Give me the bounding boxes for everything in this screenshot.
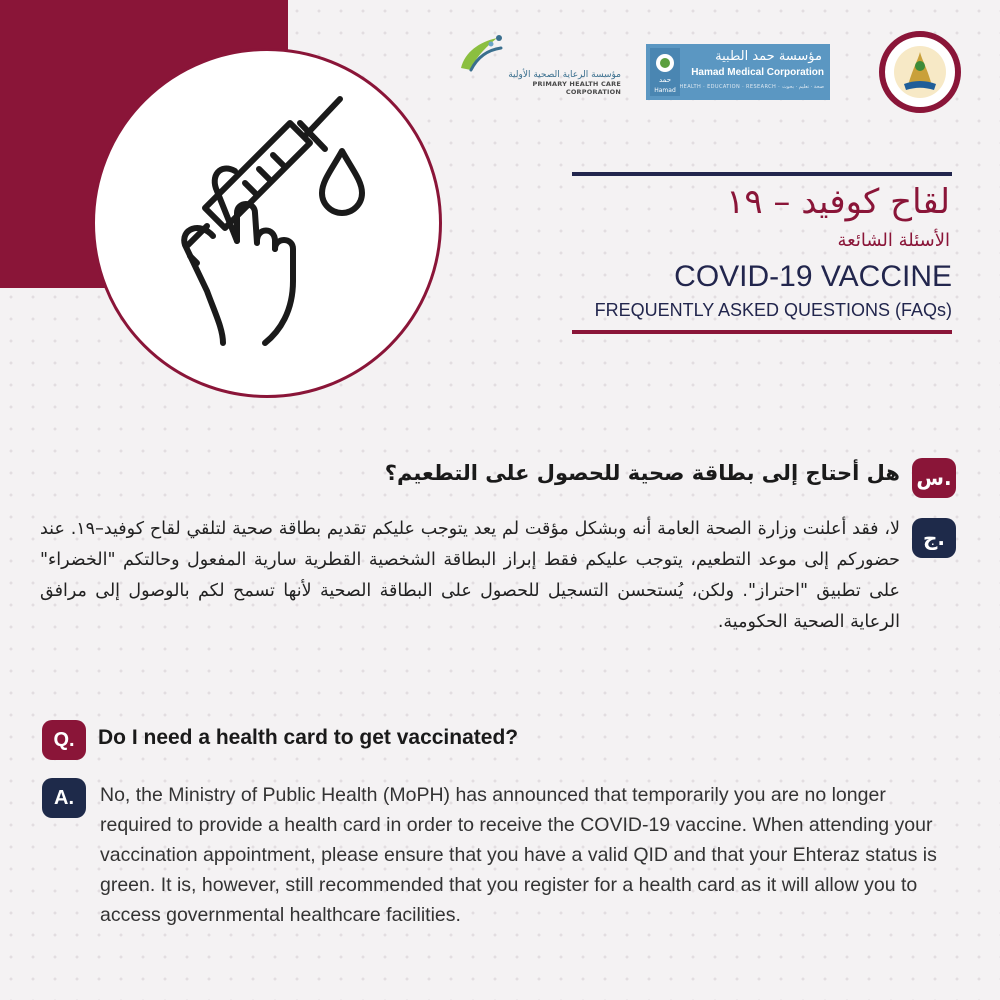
question-badge-english: Q. bbox=[42, 720, 86, 760]
question-english: Do I need a health card to get vaccinated? bbox=[98, 726, 519, 749]
vaccine-illustration bbox=[92, 48, 442, 398]
hmc-name-en: Hamad Medical Corporation bbox=[691, 67, 824, 78]
hmc-name-ar: مؤسسة حمد الطبية bbox=[715, 49, 822, 64]
hmc-box-ar: حمد bbox=[658, 76, 672, 84]
hmc-box-en: Hamad bbox=[654, 87, 676, 94]
question-arabic: هل أحتاج إلى بطاقة صحية للحصول على التطعيم؟ bbox=[384, 461, 900, 485]
subtitle-arabic: الأسئلة الشائعة bbox=[837, 230, 950, 251]
title-arabic: لقاح كوفيد – ١٩ bbox=[726, 182, 950, 222]
answer-badge-english: A. bbox=[42, 778, 86, 818]
answer-badge-arabic: ج. bbox=[912, 518, 956, 558]
answer-arabic: لا، فقد أعلنت وزارة الصحة العامة أنه وبشكل مؤقت لم يعد يتوجب عليكم تقديم بطاقة صحية لتلقي لقاح كوفيد–١٩. عند حضوركم إلى موعد التطعيم، يتوجب عليكم فقط إبراز البطاقة الشخصية القطرية سارية المفعول وحالتكم "الخضراء" على تطبيق "احتراز". ولكن، يُستحسن التسجيل للحصول على البطاقة الصحية لأنها تسمح لكم بالوصول إلى مرافق الرعاية الصحية الحكومية. bbox=[40, 519, 900, 632]
phcc-name-ar: مؤسسة الرعاية الصحية الأولية bbox=[508, 70, 621, 80]
answer-english: No, the Ministry of Public Health (MoPH) has announced that temporarily you are no longer required to provide a health card in order to receive the COVID-19 vaccine. When attending your vaccination appointment, please ensure that you have a valid QID and that your Ehteraz status is green. It is, however, still recommended that you register for a health card as it will allow you to access governmental healthcare facilities. bbox=[100, 784, 937, 926]
header-rule-top bbox=[572, 172, 952, 176]
hmc-emblem-icon bbox=[650, 48, 680, 96]
syringe-hand-icon bbox=[95, 51, 439, 395]
phcc-logo bbox=[455, 34, 625, 104]
phcc-leaf-icon bbox=[455, 34, 505, 74]
header-rule-bottom bbox=[572, 330, 952, 334]
phcc-name-en: PRIMARY HEALTH CARE CORPORATION bbox=[532, 79, 621, 96]
moph-emblem-icon bbox=[878, 30, 962, 114]
moph-logo bbox=[878, 30, 962, 114]
hmc-tagline: HEALTH · EDUCATION · RESEARCH · صحة · تعليم · بحوث bbox=[679, 84, 824, 90]
hmc-logo bbox=[646, 44, 830, 100]
question-badge-arabic: س. bbox=[912, 458, 956, 498]
title-english: COVID-19 VACCINE bbox=[674, 260, 952, 293]
subtitle-english: FREQUENTLY ASKED QUESTIONS (FAQs) bbox=[594, 300, 952, 320]
